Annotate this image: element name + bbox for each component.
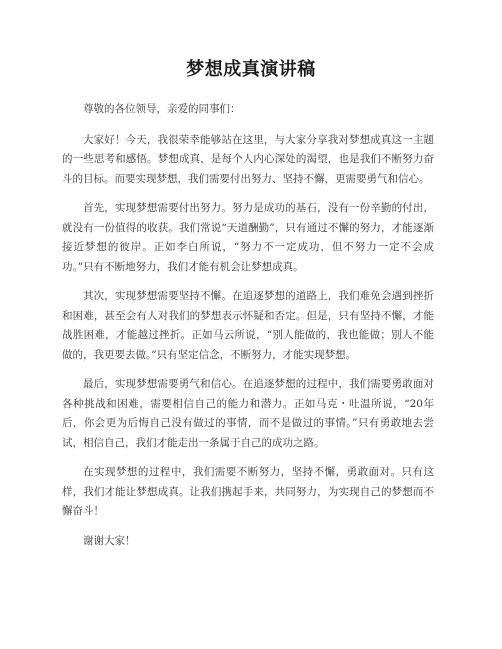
paragraph-conclusion: 在实现梦想的过程中，我们需要不断努力，坚持不懈，勇敢面对。只有这样，我们才能让梦想成真。让我们携起手来，共同努力，为实现自己的梦想而不懈奋斗！ xyxy=(62,466,434,517)
paragraph-courage: 最后，实现梦想需要勇气和信心。在追逐梦想的过程中，我们需要勇敢面对各种挑战和困难，需要相信自己的能力和潜力。正如马克・吐温所说，“20年后，你会更为后悔自己没有做过的事情，而不是做过的事情。”只有勇敢地去尝试，相信自己，我们才能走出一条属于自己的成功之路。 xyxy=(62,378,434,449)
paragraph-intro: 大家好！今天，我很荣幸能够站在这里，与大家分享我对梦想成真这一主题的一些思考和感悟。梦想成真，是每个人内心深处的渴望，也是我们不断努力奋斗的目标。而要实现梦想，我们需要付出努力、坚持不懈，更需要勇气和信心。 xyxy=(62,133,434,185)
document-body xyxy=(62,100,434,561)
document-title: 梦想成真演讲稿 xyxy=(186,59,316,80)
closing-line: 谢谢大家！ xyxy=(83,534,136,547)
greeting-line: 尊敬的各位领导，亲爱的同事们： xyxy=(83,103,241,115)
paragraph-effort: 首先，实现梦想需要付出努力。努力是成功的基石，没有一份辛勤的付出，就没有一份值得的收获。我们常说“天道酬勤”，只有通过不懈的努力，才能逐渐接近梦想的彼岸。正如李白所说，“努力不一定成功，但不努力一定不会成功。”只有不断地努力，我们才能有机会让梦想成真。 xyxy=(62,202,434,273)
paragraph-persistence: 其次，实现梦想需要坚持不懈。在追逐梦想的道路上，我们难免会遇到挫折和困难，甚至会有人对我们的梦想表示怀疑和否定。但是，只有坚持不懈，才能战胜困难，才能越过挫折。正如马云所说，“别人能做的，我也能做；别人不能做的，我更要去做。”只有坚定信念，不断努力，才能实现梦想。 xyxy=(62,290,434,361)
